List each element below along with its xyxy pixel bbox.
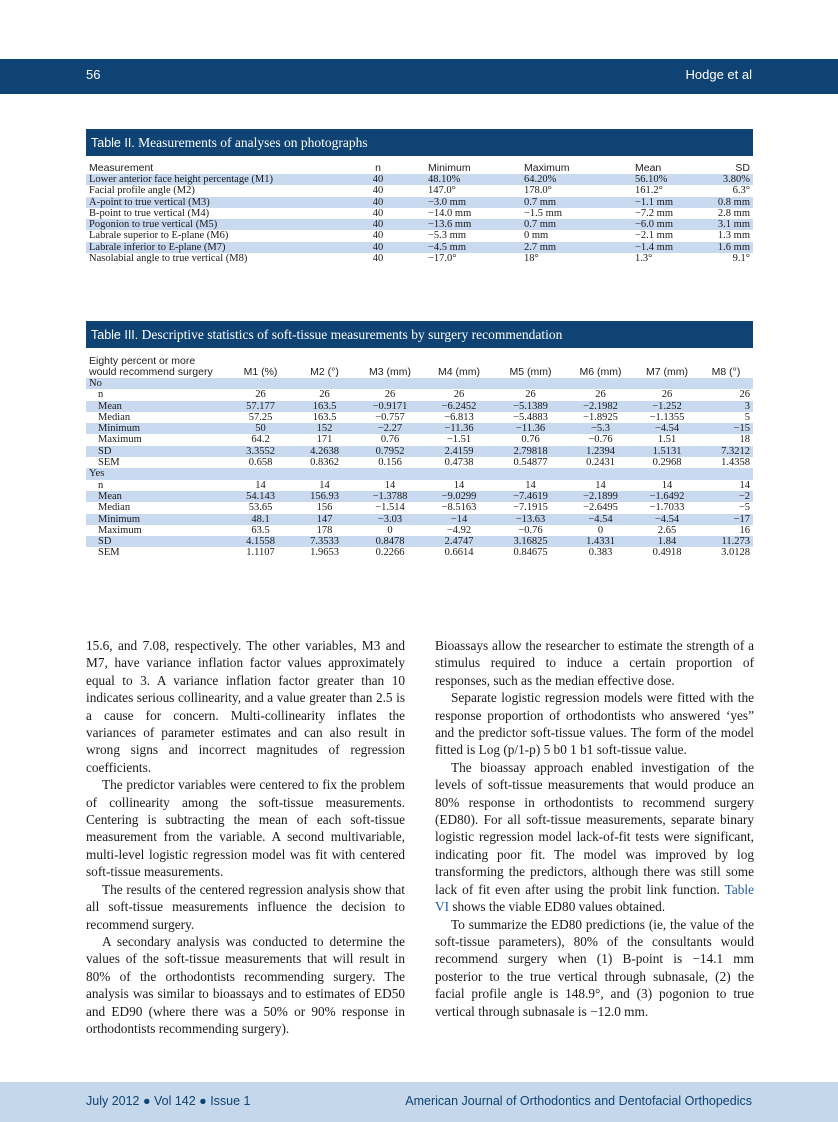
table-cell: 4.1558	[229, 536, 292, 547]
column-header: SD	[735, 162, 750, 174]
table-cell: 26	[319, 389, 330, 401]
table-2-title-bar	[86, 129, 753, 156]
table-cell: −1.3788	[357, 491, 423, 502]
table-cell: 0.4738	[444, 457, 474, 469]
table-row	[86, 401, 753, 412]
table-cell: 0.383	[588, 547, 613, 559]
table-cell: 0	[597, 524, 604, 536]
table-cell: 171	[316, 434, 333, 446]
stat-label: n	[98, 479, 104, 491]
table-row	[86, 412, 753, 423]
table-cell: −4.92	[446, 524, 472, 536]
table-cell: −6.0 mm	[623, 219, 707, 230]
table-cell: 1.4358	[721, 457, 750, 469]
table-cell: −5.4883	[513, 411, 548, 423]
table-cell: −13.6 mm	[416, 219, 512, 230]
table-cell: 14	[453, 479, 465, 491]
table-2-title: Measurements of analyses on photographs	[138, 135, 368, 150]
table-cell: 56.10%	[623, 174, 707, 185]
body-column-left	[86, 637, 405, 1037]
table-cell: 3.3552	[229, 446, 292, 457]
table-cell: 1.6 mm	[707, 242, 753, 253]
table-2	[86, 129, 753, 264]
table-cell: −2.1982	[566, 401, 635, 412]
table-cell: 0.84675	[513, 547, 548, 559]
table-cell: −7.2 mm	[635, 207, 674, 219]
table-2-label: Table II.	[91, 136, 135, 150]
table-cell: −0.76	[518, 524, 543, 536]
table-3-header-group	[86, 354, 229, 378]
stat-label: Minimum	[86, 514, 229, 525]
table-cell: Labrale superior to E-plane (M6)	[89, 230, 229, 242]
table-cell: 40	[372, 207, 384, 219]
table-cell: −5.3 mm	[428, 230, 467, 242]
table-3	[86, 321, 753, 559]
table-cell: 18	[739, 434, 750, 446]
table-cell: 0.4918	[652, 547, 682, 559]
section-row	[86, 378, 753, 389]
table-cell: −11.36	[495, 423, 566, 434]
table-cell: 14	[595, 479, 606, 491]
column-header: Measurement	[89, 162, 154, 174]
table-cell: 40	[372, 185, 384, 197]
table-cell: 0.8 mm	[707, 197, 753, 208]
table-cell: −2.1899	[566, 491, 635, 502]
table-row	[86, 174, 753, 185]
table-cell: −4.54	[566, 514, 635, 525]
table-row	[86, 547, 753, 558]
table-cell: −7.4619	[495, 491, 566, 502]
stat-label: Mean	[86, 401, 229, 412]
table-cell: 57.177	[229, 401, 292, 412]
table-cell: −3.03	[357, 514, 423, 525]
column-header: M3 (mm)	[369, 365, 411, 378]
table-cell: −9.0299	[423, 491, 495, 502]
running-footer	[0, 1082, 838, 1122]
table-cell: 26	[255, 389, 266, 401]
table-cell: 1.3°	[635, 253, 653, 265]
paragraph: Separate logistic regression models were fitted with the response proportion of orthodontists who answered ‘yes” and the predictor soft-tissue values. The form of the model fitted is Log (p/1-p) 5 b0 1 b1 soft-tissue value.	[435, 690, 754, 758]
body-column-right	[435, 637, 754, 1020]
table-cell: Lower anterior face height percentage (M1)	[86, 174, 340, 185]
table-cell: 2.79818	[495, 446, 566, 457]
table-cell: −1.7033	[649, 502, 685, 514]
column-header: M2 (°)	[310, 365, 339, 378]
table-cell: 0	[387, 524, 393, 536]
paragraph: Bioassays allow the researcher to estimate the strength of a stimulus required to induce a certain proportion of responses, such as the median effective dose.	[435, 638, 754, 688]
table-cell: −17	[699, 514, 753, 525]
table-cell: −8.5163	[441, 502, 477, 514]
table-cell: −2	[699, 491, 753, 502]
table-3-grid	[86, 354, 753, 559]
table-cell: Pogonion to true vertical (M5)	[86, 219, 340, 230]
table-cell: 7.3212	[699, 446, 753, 457]
table-cell: 163.5	[312, 411, 337, 423]
table-cell: 156	[316, 502, 333, 514]
table-3-label: Table III.	[91, 328, 139, 342]
table-cell: −15	[699, 423, 753, 434]
table-row	[86, 514, 753, 525]
table-cell: −1.514	[375, 502, 405, 514]
running-header	[0, 59, 838, 94]
table-row	[86, 536, 753, 547]
header-line: would recommend surgery	[89, 366, 213, 378]
column-header: Minimum	[428, 162, 471, 174]
table-row	[86, 502, 753, 513]
column-header: M1 (%)	[243, 365, 278, 378]
table-cell: 0.2968	[652, 457, 682, 469]
paragraph-text: shows the viable ED80 values obtained.	[452, 899, 666, 915]
table-cell: Labrale inferior to E-plane (M7)	[86, 242, 340, 253]
table-cell: 0.2266	[375, 547, 405, 559]
table-cell: −14.0 mm	[428, 207, 472, 219]
table-cell: −6.813	[444, 411, 474, 423]
column-header: M4 (mm)	[438, 365, 480, 378]
table-cell: 14	[384, 479, 396, 491]
table-cell: −5.1389	[495, 401, 566, 412]
paragraph: 15.6, and 7.08, respectively. The other variables, M3 and M7, have variance inflation factor values approximately equal to 3. A variance inflation factor greater than 10 indicates serious collinearity, and a value greater than 2.5 is a cause for concern. Multi-collinearity inflates the variances of parameter estimates and can also result in wrong signs and incorrect magnitudes of regression coefficients.	[86, 638, 405, 775]
table-cell: 53.65	[248, 502, 273, 514]
table-cell: −4.54	[635, 423, 699, 434]
table-cell: 7.3533	[292, 536, 357, 547]
paragraph: The predictor variables were centered to fix the problem of collinearity among the soft-tissue measurements. Centering is subtracting the mean of each soft-tissue measurement from the variable. A second multivariable, multi-level logistic regression model was fit with centered soft-tissue measurements.	[86, 777, 405, 880]
column-header: n	[375, 162, 381, 174]
section-label: Yes	[86, 468, 753, 479]
table-cell: −1.4 mm	[623, 242, 707, 253]
table-cell: −4.5 mm	[416, 242, 512, 253]
stat-label: SEM	[98, 457, 120, 469]
table-cell: 48.1	[229, 514, 292, 525]
table-cell: 147.0°	[428, 185, 456, 197]
table-cell: 0.7952	[357, 446, 423, 457]
stat-label: Maximum	[98, 524, 142, 536]
table-cell: 26	[739, 389, 750, 401]
table-row	[86, 446, 753, 457]
table-cell: −1.8925	[583, 411, 618, 423]
table-row	[86, 457, 753, 468]
table-cell: 0.7 mm	[512, 197, 623, 208]
table-cell: 26	[453, 389, 465, 401]
table-3-title-bar	[86, 321, 753, 348]
table-cell: 40	[372, 253, 384, 265]
table-row	[86, 434, 753, 445]
table-2-grid	[86, 162, 753, 264]
table-row	[86, 242, 753, 253]
table-cell: −13.63	[495, 514, 566, 525]
table-cell: 14	[739, 479, 750, 491]
table-cell: 0.8362	[310, 457, 339, 469]
table-cell: −1.252	[635, 401, 699, 412]
table-cell: A-point to true vertical (M3)	[86, 197, 340, 208]
stat-label: Maximum	[98, 434, 142, 446]
table-row	[86, 423, 753, 434]
table-cell: 11.273	[699, 536, 753, 547]
table-cell: 1.9653	[310, 547, 339, 559]
table-cell: 3.1 mm	[707, 219, 753, 230]
table-cell: 1.1107	[246, 547, 275, 559]
table-cell: 0.8478	[357, 536, 423, 547]
table-cell: B-point to true vertical (M4)	[89, 207, 210, 219]
issue-info: July 2012 ● Vol 142 ● Issue 1	[86, 1094, 251, 1108]
table-cell: −2.27	[357, 423, 423, 434]
column-header: Maximum	[524, 162, 570, 174]
stat-label: SD	[86, 446, 229, 457]
table-cell: −0.76	[588, 434, 613, 446]
table-cell: 18°	[524, 253, 539, 265]
table-cell: 3.80%	[707, 174, 753, 185]
table-cell: 14	[255, 479, 266, 491]
table-cell: 147	[292, 514, 357, 525]
table-cell: 40	[340, 242, 416, 253]
table-cell: −1.1 mm	[623, 197, 707, 208]
table-cell: 2.65	[657, 524, 677, 536]
table-cell: −1.5 mm	[524, 207, 563, 219]
table-cell: 1.3 mm	[717, 230, 750, 242]
table-cell: 14	[319, 479, 330, 491]
table-cell: 1.51	[657, 434, 677, 446]
table-cell: 161.2°	[635, 185, 663, 197]
table-cell: 0.6614	[444, 547, 474, 559]
table-3-title: Descriptive statistics of soft-tissue measurements by surgery recommendation	[141, 327, 563, 342]
stat-label: SD	[86, 536, 229, 547]
table-cell: 152	[292, 423, 357, 434]
table-cell: 16	[739, 524, 750, 536]
header-line: Eighty percent or more	[89, 355, 196, 367]
table-cell: 3	[699, 401, 753, 412]
table-cell: 64.2	[251, 434, 270, 446]
table-cell: −0.757	[375, 411, 405, 423]
stat-label: Mean	[86, 491, 229, 502]
table-cell: 54.143	[229, 491, 292, 502]
table-cell: 0.76	[521, 434, 540, 446]
table-cell: 3.0128	[721, 547, 750, 559]
paragraph	[435, 759, 754, 916]
running-author: Hodge et al	[685, 67, 752, 82]
table-cell: −1.6492	[635, 491, 699, 502]
table-cell: −7.1915	[513, 502, 548, 514]
table-cell: 1.5131	[635, 446, 699, 457]
table-cell: 5	[744, 411, 750, 423]
table-cell: 0.156	[378, 457, 402, 469]
column-header: Mean	[635, 162, 662, 174]
table-cell: 156.93	[292, 491, 357, 502]
table-cell: 1.2394	[566, 446, 635, 457]
table-row	[86, 480, 753, 491]
paragraph-text: The bioassay approach enabled investigation of the levels of soft-tissue measurements that would produce an 80% response in orthodontists to recommend surgery (ED80). For all soft-tissue measurements, separate binary logistic regression model lack-of-fit tests were significant, indicating poor fit. The model was improved by log transforming the predictors, although there was still some lack of fit even after using the probit link function.	[435, 759, 754, 897]
table-row	[86, 253, 753, 264]
table-cell: 0 mm	[524, 230, 549, 242]
table-cell: −4.54	[635, 514, 699, 525]
table-cell: 0.2431	[586, 457, 615, 469]
table-cell: −14	[423, 514, 495, 525]
table-cell: 2.4747	[423, 536, 495, 547]
table-cell: 14	[661, 479, 673, 491]
column-header: M6 (mm)	[579, 365, 622, 378]
table-6-link[interactable]: Table VI	[435, 881, 754, 915]
table-cell: 26	[661, 389, 673, 401]
stat-label: Minimum	[86, 423, 229, 434]
table-cell: 4.2638	[292, 446, 357, 457]
table-row	[86, 197, 753, 208]
table-cell: −5.3	[566, 423, 635, 434]
table-cell: 14	[525, 479, 536, 491]
table-cell: 1.84	[635, 536, 699, 547]
table-cell: 0.7 mm	[512, 219, 623, 230]
table-cell: 50	[229, 423, 292, 434]
table-cell: 178.0°	[524, 185, 552, 197]
table-cell: −3.0 mm	[416, 197, 512, 208]
table-row	[86, 219, 753, 230]
table-cell: 57.25	[248, 411, 273, 423]
table-row	[86, 208, 753, 219]
paragraph: A secondary analysis was conducted to determine the values of the soft-tissue measurements that will result in 80% of the orthodontists recommending surgery. The analysis was similar to bioassays and to estimates of ED50 and ED90 (where there was a 50% or 90% response in orthodontists recommending surgery).	[86, 933, 405, 1036]
paragraph: The results of the centered regression analysis show that all soft-tissue measurements influence the decision to recommend surgery.	[86, 881, 405, 932]
journal-name: American Journal of Orthodontics and Dentofacial Orthopedics	[405, 1094, 752, 1108]
stat-label: SEM	[98, 547, 120, 559]
table-cell: 0.54877	[513, 457, 548, 469]
page-number: 56	[86, 67, 101, 82]
table-cell: 26	[525, 389, 536, 401]
table-cell: −1.51	[446, 434, 472, 446]
table-cell: 3.16825	[495, 536, 566, 547]
section-label: No	[86, 378, 753, 389]
table-cell: 9.1°	[732, 253, 750, 265]
table-cell: −6.2452	[423, 401, 495, 412]
table-cell: 163.5	[292, 401, 357, 412]
table-row	[86, 389, 753, 400]
table-cell: −17.0°	[428, 253, 457, 265]
table-cell: 2.7 mm	[512, 242, 623, 253]
stat-label: n	[98, 389, 104, 401]
table-cell: 0.76	[380, 434, 400, 446]
table-cell: −5	[738, 502, 750, 514]
table-cell: Nasolabial angle to true vertical (M8)	[89, 253, 248, 265]
table-cell: −2.1 mm	[635, 230, 674, 242]
table-cell: Facial profile angle (M2)	[89, 185, 195, 197]
table-cell: 178	[316, 524, 333, 536]
stat-label: Median	[98, 411, 131, 423]
table-cell: 40	[340, 174, 416, 185]
column-header: M8 (°)	[711, 365, 741, 378]
table-cell: 26	[384, 389, 396, 401]
table-cell: 26	[595, 389, 606, 401]
table-cell: 2.8 mm	[717, 207, 750, 219]
table-cell: 63.5	[251, 524, 270, 536]
table-cell: 48.10%	[416, 174, 512, 185]
stat-label: Median	[98, 502, 131, 514]
table-row	[86, 185, 753, 196]
table-cell: 1.4331	[566, 536, 635, 547]
table-cell: 40	[340, 219, 416, 230]
table-cell: 6.3°	[732, 185, 750, 197]
column-header: M5 (mm)	[509, 365, 552, 378]
table-cell: 2.4159	[423, 446, 495, 457]
table-cell: −2.6495	[583, 502, 618, 514]
table-cell: 0.658	[248, 457, 273, 469]
table-cell: −0.9171	[357, 401, 423, 412]
table-cell: 64.20%	[512, 174, 623, 185]
table-cell: 40	[340, 197, 416, 208]
table-cell: −11.36	[423, 423, 495, 434]
table-cell: −1.1355	[649, 411, 685, 423]
section-row	[86, 468, 753, 479]
column-header: M7 (mm)	[646, 365, 688, 378]
table-row	[86, 491, 753, 502]
table-row	[86, 525, 753, 536]
paragraph: To summarize the ED80 predictions (ie, the value of the soft-tissue parameters), 80% of the consultants would recommend surgery when (1) B-point is −14.1 mm posterior to the true vertical through subnasale, (2) the facial profile angle is 148.9°, and (3) pogonion to true vertical through subnasale is −12.0 mm.	[435, 916, 754, 1019]
table-row	[86, 230, 753, 241]
table-cell: 40	[372, 230, 384, 242]
